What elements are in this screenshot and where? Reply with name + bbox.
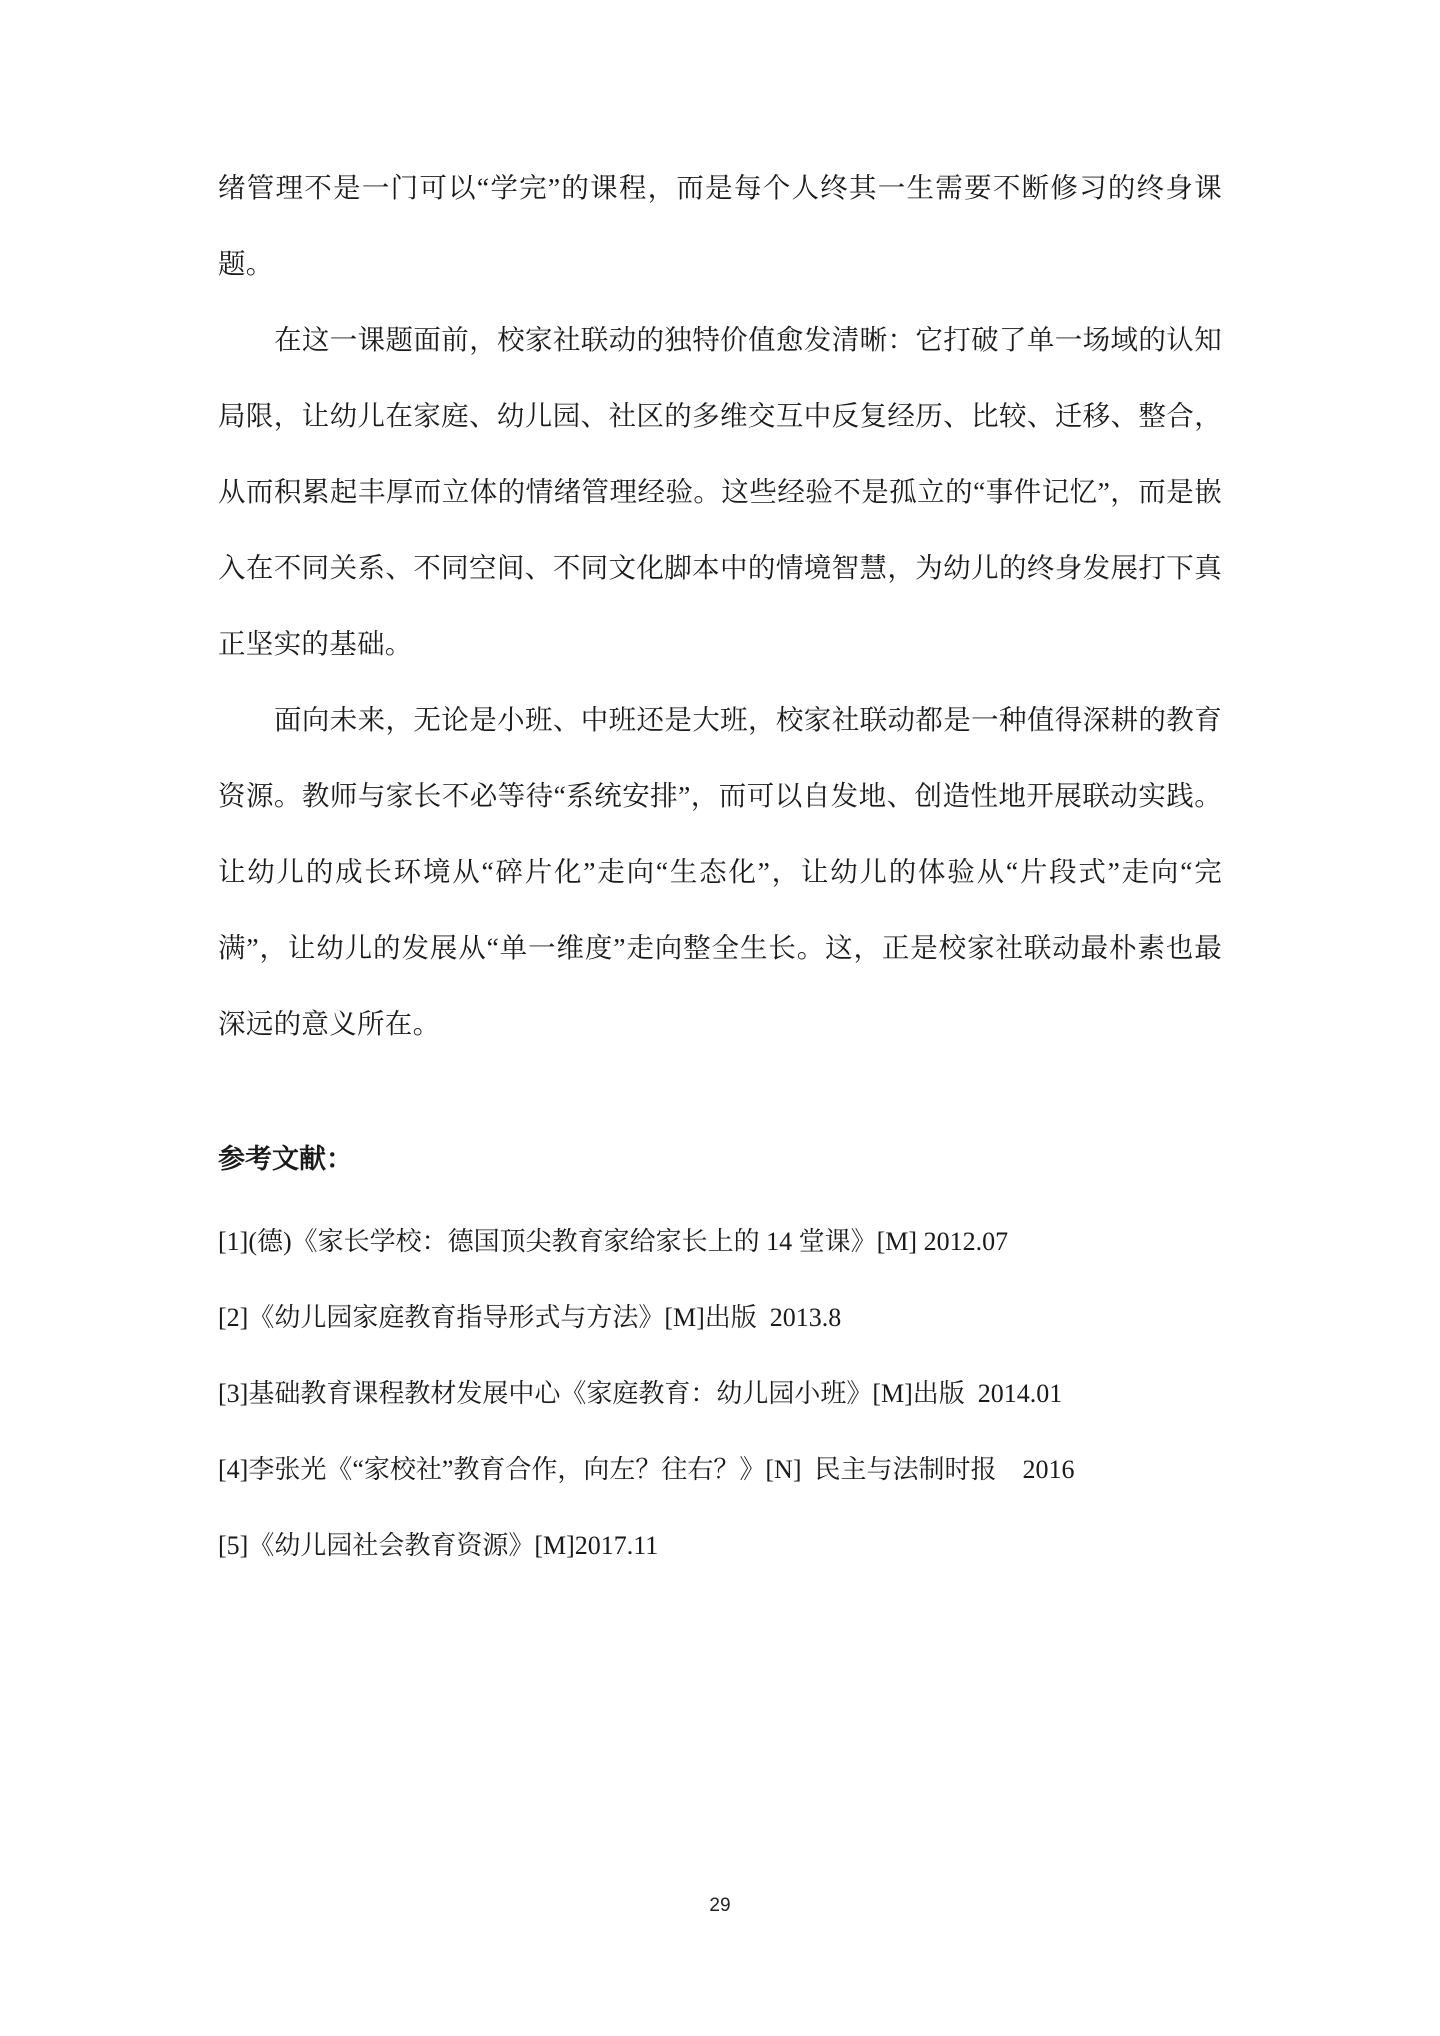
page-number: 29 <box>709 1895 731 1916</box>
paragraph-linkage-value: 在这一课题面前，校家社联动的独特价值愈发清晰：它打破了单一场域的认知局限，让幼儿在家庭、幼儿园、社区的多维交互中反复经历、比较、迁移、整合，从而积累起丰厚而立体的情绪管理经验。这些经验不是孤立的“事件记忆”，而是嵌入在不同关系、不同空间、不同文化脚本中的情境智慧，为幼儿的终身发展打下真正坚实的基础。 <box>218 324 1222 659</box>
reference-item-3: [3]基础教育课程教材发展中心《家庭教育：幼儿园小班》[M]出版 2014.01 <box>218 1379 1063 1408</box>
reference-item-1: [1](德)《家长学校：德国顶尖教育家给家长上的 14 堂课》[M] 2012.07 <box>218 1227 1009 1256</box>
paragraph-continuation: 绪管理不是一门可以“学完”的课程，而是每个人终其一生需要不断修习的终身课题。 <box>218 172 1222 279</box>
references-section <box>218 1128 1222 1584</box>
reference-item-5: [5]《幼儿园社会教育资源》[M]2017.11 <box>218 1531 659 1560</box>
paragraph-future-outlook: 面向未来，无论是小班、中班还是大班，校家社联动都是一种值得深耕的教育资源。教师与家长不必等待“系统安排”，而可以自发地、创造性地开展联动实践。让幼儿的成长环境从“碎片化”走向“生态化”，让幼儿的体验从“片段式”走向“完满”，让幼儿的发展从“单一维度”走向整全生长。这，正是校家社联动最朴素也最深远的意义所在。 <box>218 704 1222 1039</box>
reference-item-2: [2]《幼儿园家庭教育指导形式与方法》[M]出版 2013.8 <box>218 1303 842 1332</box>
references-heading: 参考文献： <box>218 1144 353 1175</box>
reference-item-4: [4]李张光《“家校社”教育合作，向左？往右？》[N] 民主与法制时报 2016 <box>218 1455 1075 1484</box>
body-text <box>218 150 1222 1062</box>
